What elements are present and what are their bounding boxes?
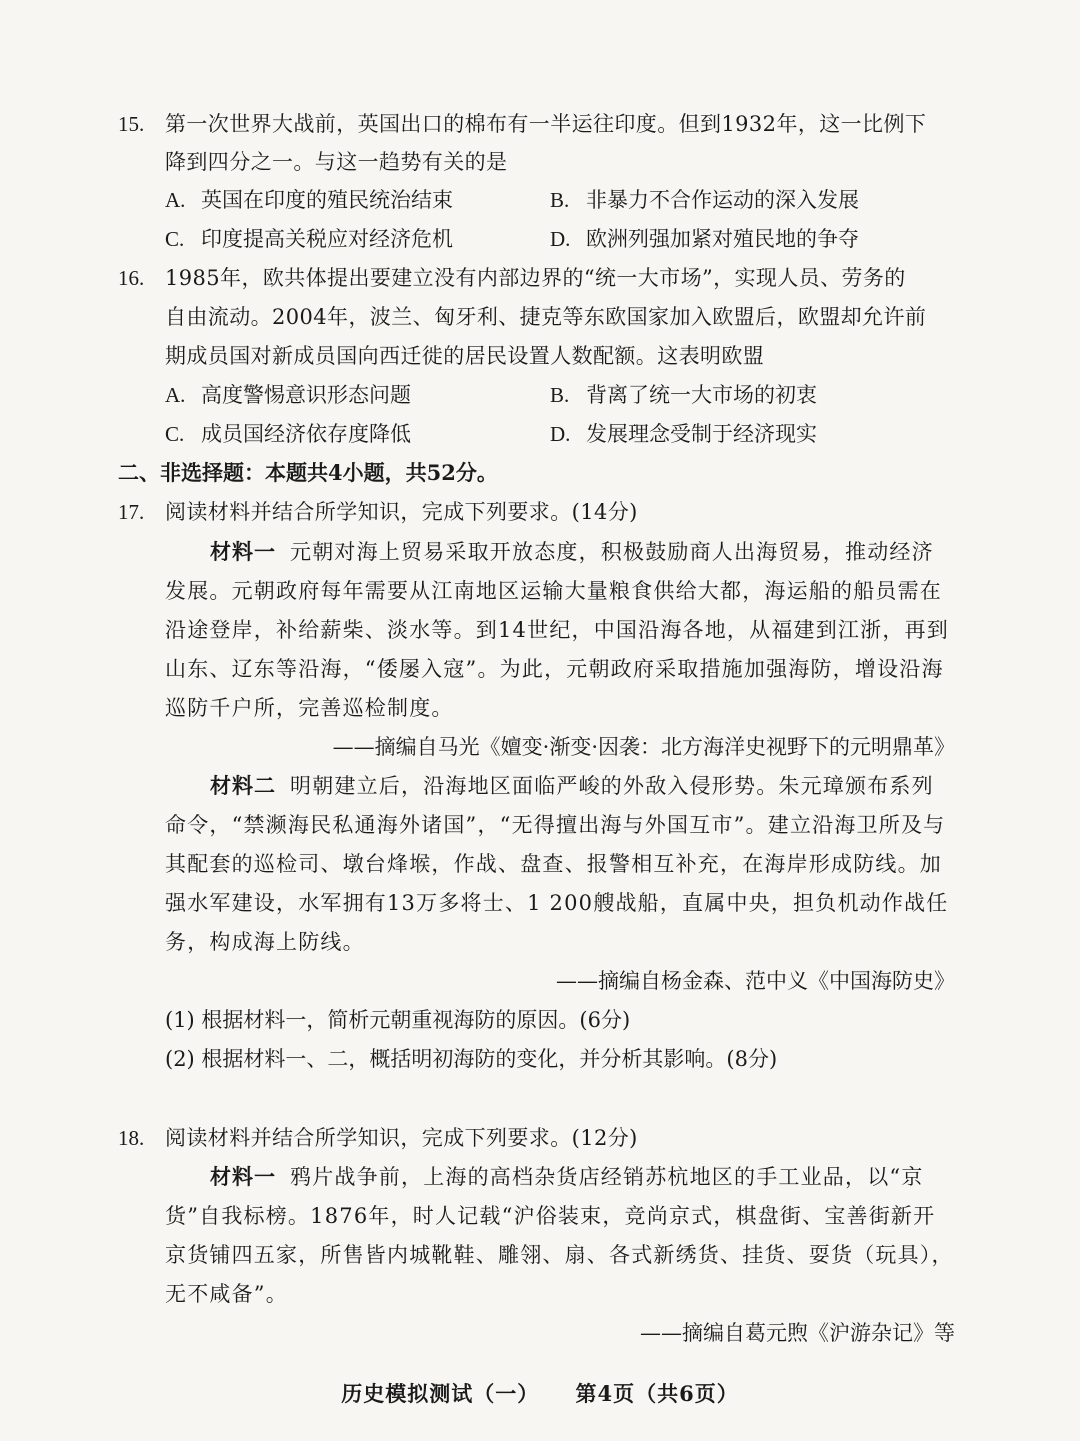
footer-exam-title: 历史模拟测试（一）: [341, 1381, 540, 1406]
q15-stem-line2: 降到四分之一。与这一趋势有关的是: [165, 150, 508, 174]
q17-material1-source: ——摘编自马光《嬗变·渐变·因袭：北方海洋史视野下的元明鼎革》: [332, 735, 955, 759]
question-number-18: 18.: [118, 1126, 145, 1150]
q15-option-c: C. 印度提高关税应对经济危机: [165, 227, 453, 251]
q15-option-b: B. 非暴力不合作运动的深入发展: [550, 188, 859, 212]
q17-material2-source: ——摘编自杨金森、范中义《中国海防史》: [556, 969, 955, 993]
q17-subquestion-1: (1) 根据材料一，简析元朝重视海防的原因。(6分): [165, 1008, 631, 1032]
q17-material2-label: 材料二: [210, 773, 276, 798]
q15-option-a: A. 英国在印度的殖民统治结束: [165, 188, 453, 212]
q15-option-d: D. 欧洲列强加紧对殖民地的争夺: [550, 227, 859, 251]
q18-material1-line3: 京货铺四五家，所售皆内城靴鞋、雕翎、扇、各式新绣货、挂货、耍货（玩具），: [165, 1243, 954, 1267]
q18-intro: 阅读材料并结合所学知识，完成下列要求。(12分): [165, 1126, 638, 1150]
q17-material1-line2: 发展。元朝政府每年需要从江南地区运输大量粮食供给大都，海运船的船员需在: [165, 579, 942, 603]
question-number-15: 15.: [118, 112, 145, 136]
q16-stem-line3: 期成员国对新成员国向西迁徙的居民设置人数配额。这表明欧盟: [165, 344, 765, 368]
q17-material1-line3: 沿途登岸，补给薪柴、淡水等。到14世纪，中国沿海各地，从福建到江浙，再到: [165, 618, 949, 642]
q16-option-a: A. 高度警惕意识形态问题: [165, 383, 411, 407]
q17-subquestion-2: (2) 根据材料一、二，概括明初海防的变化，并分析其影响。(8分): [165, 1047, 778, 1071]
q17-material2-line3: 其配套的巡检司、墩台烽堠，作战、盘查、报警相互补充，在海岸形成防线。加: [165, 852, 942, 876]
q17-material1-line5: 巡防千户所，完善巡检制度。: [165, 696, 454, 720]
q18-material1-line2: 货”自我标榜。1876年，时人记载“沪俗装束，竞尚京式，棋盘街、宝善街新开: [165, 1204, 936, 1228]
q17-material1-label: 材料一: [210, 539, 276, 564]
q17-material2-line5: 务，构成海上防线。: [165, 930, 365, 954]
q18-material1-source: ——摘编自葛元煦《沪游杂记》等: [640, 1321, 955, 1345]
q18-material1-label: 材料一: [210, 1164, 276, 1189]
q17-material1-line1: 材料一 元朝对海上贸易采取开放态度，积极鼓励商人出海贸易，推动经济: [210, 539, 934, 564]
q16-option-d: D. 发展理念受制于经济现实: [550, 422, 817, 446]
question-number-17: 17.: [118, 500, 145, 524]
page-footer: [0, 1380, 1080, 1408]
q17-material2-line2: 命令，“禁濒海民私通海外诸国”，“无得擅出海与外国互市”。建立沿海卫所及与: [165, 813, 946, 837]
question-number-16: 16.: [118, 266, 145, 290]
q16-option-c: C. 成员国经济依存度降低: [165, 422, 411, 446]
q16-option-b: B. 背离了统一大市场的初衷: [550, 383, 817, 407]
q17-intro: 阅读材料并结合所学知识，完成下列要求。(14分): [165, 500, 638, 524]
q17-material2-line4: 强水军建设，水军拥有13万多将士、1 200艘战船，直属中央，担负机动作战任: [165, 891, 949, 915]
q17-material1-line4: 山东、辽东等沿海，“倭屡入寇”。为此，元朝政府采取措施加强海防，增设沿海: [165, 657, 944, 681]
q18-material1-line1: 材料一 鸦片战争前，上海的高档杂货店经销苏杭地区的手工业品，以“京: [210, 1164, 924, 1189]
q15-stem-line1: 第一次世界大战前，英国出口的棉布有一半运往印度。但到1932年，这一比例下: [165, 112, 927, 136]
q16-stem-line1: 1985年，欧共体提出要建立没有内部边界的“统一大市场”，实现人员、劳务的: [165, 266, 906, 290]
q16-stem-line2: 自由流动。2004年，波兰、匈牙利、捷克等东欧国家加入欧盟后，欧盟却允许前: [165, 305, 927, 329]
section-heading-nonchoice: 二、非选择题：本题共4小题，共52分。: [118, 460, 498, 485]
q18-material1-line4: 无不咸备”。: [165, 1282, 288, 1306]
q17-material2-line1: 材料二 明朝建立后，沿海地区面临严峻的外敌入侵形势。朱元璋颁布系列: [210, 773, 934, 798]
footer-page-number: 第4页（共6页）: [575, 1381, 739, 1406]
